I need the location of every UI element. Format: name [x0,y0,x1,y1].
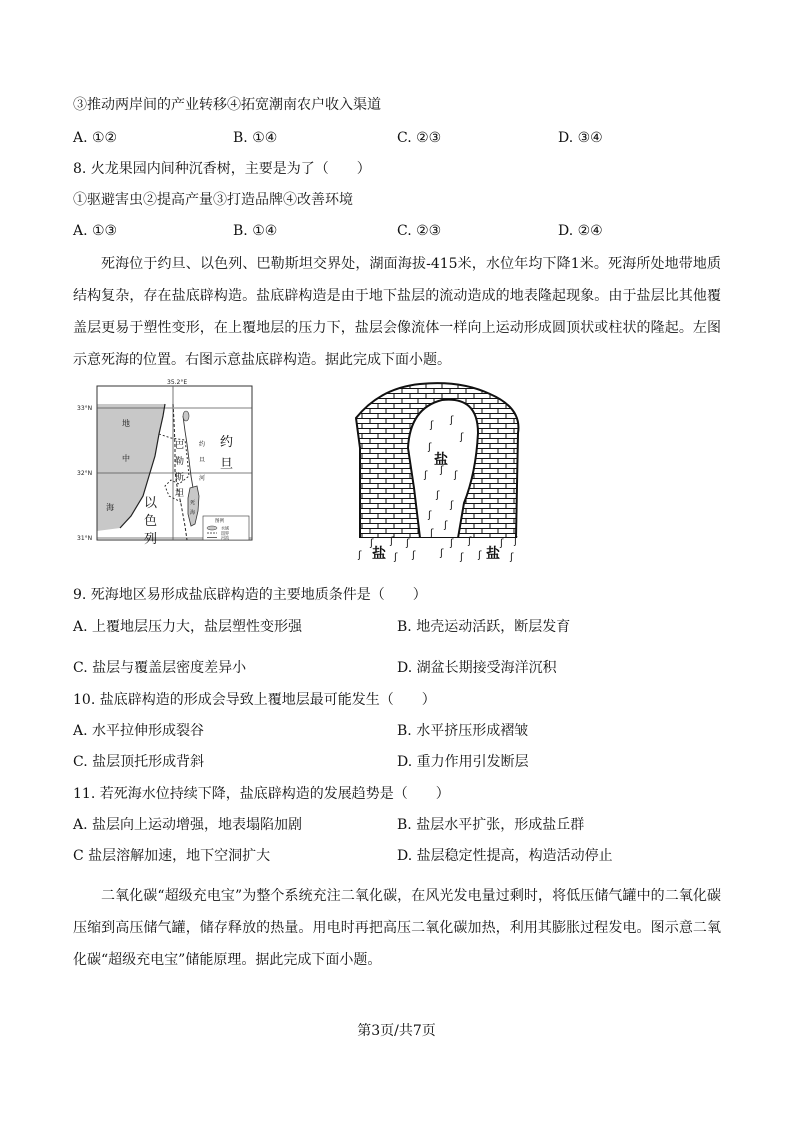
svg-text:ʃ: ʃ [450,538,454,549]
q8-statements: ①驱避害虫②提高产量③打造品牌④改善环境 [73,192,353,208]
svg-text:ʃ: ʃ [478,550,482,561]
map-deadsea-char-1: 死 [190,500,196,506]
q7-option-d: D. ③④ [558,130,603,146]
q9-option-a: A. 上覆地层压力大，盐层塑性变形强 [73,619,303,635]
svg-text:ʃ: ʃ [460,432,464,443]
map-sea-char-3: 海 [106,503,114,512]
map-israel-char-1: 以 [144,496,158,511]
map-palestine-char-1: 巴 [175,441,185,451]
q11-option-d: D. 盐层稳定性提高，构造活动停止 [397,848,613,864]
map-lon-label: 35.2°E [167,379,188,386]
map-palestine-char-4: 坦 [175,489,185,499]
diagram-salt-label-1: 盐 [434,452,448,468]
map-israel-char-2: 色 [144,514,158,529]
svg-text:ʃ: ʃ [436,490,440,501]
svg-text:ʃ: ʃ [430,528,434,539]
svg-text:ʃ: ʃ [428,442,432,453]
q11-option-b: B. 盐层水平扩张，形成盐丘群 [397,817,585,833]
q10-option-b: B. 水平挤压形成褶皱 [397,723,529,739]
map-palestine-char-2: 勒 [175,457,185,467]
map-river-char-3: 河 [199,475,206,482]
svg-text:ʃ: ʃ [406,538,410,549]
svg-text:ʃ: ʃ [424,470,428,481]
passage-dead-sea: 死海位于约旦、以色列、巴勒斯坦交界处，湖面海拔-415米，水位年均下降1米。死海所处地带地质结构复杂，存在盐底辟构造。盐底辟构造是由于地下盐层的流动造成的地表隆起现象。由于盐层比其他覆盖层更易于塑性变形，在上覆地层的压力下，盐层会像流体一样向上运动形成圆顶状或柱状的隆起。左图示意死海的位置。右图示意盐底辟构造。据此完成下面小题。 [73,256,721,368]
q7-option-c: C. ②③ [397,130,442,146]
q7-option-b: B. ①④ [233,130,278,146]
map-jordan-char-2: 旦 [220,457,234,472]
svg-text:ʃ: ʃ [450,415,454,426]
q11-option-a: A. 盐层向上运动增强，地表塌陷加剧 [73,817,303,833]
svg-text:ʃ: ʃ [440,548,444,559]
map-palestine-char-3: 斯 [175,473,185,483]
dead-sea-location-map [75,376,260,556]
q10-stem: 10. 盐底辟构造的形成会导致上覆地层最可能发生（ ） [73,692,436,708]
q10-option-a: A. 水平拉伸形成裂谷 [73,723,205,739]
svg-text:ʃ: ʃ [500,538,504,549]
map-sea-char-1: 地 [122,419,130,428]
svg-text:ʃ: ʃ [370,538,374,549]
q8-option-b: B. ①④ [233,223,278,239]
svg-text:ʃ: ʃ [390,536,394,547]
q9-option-b: B. 地壳运动活跃，断层发育 [397,619,571,635]
q11-option-c: C 盐层溶解加速，地下空洞扩大 [73,848,271,864]
map-lat-32: 32°N [77,470,93,477]
svg-text:ʃ: ʃ [460,552,464,563]
svg-text:ʃ: ʃ [394,552,398,563]
svg-text:ʃ: ʃ [454,470,458,481]
q9-stem: 9. 死海地区易形成盐底辟构造的主要地质条件是（ ） [73,587,427,603]
svg-text:ʃ: ʃ [444,520,448,531]
map-river-char-1: 约 [199,441,206,448]
q8-stem: 8. 火龙果园内间种沉香树，主要是为了（ ） [73,161,371,177]
map-israel-char-3: 列 [144,532,158,547]
q9-option-d: D. 湖盆长期接受海洋沉积 [397,660,557,676]
map-legend-river: 河流 [221,535,229,540]
q11-stem: 11. 若死海水位持续下降，盐底辟构造的发展趋势是（ ） [73,786,450,802]
svg-text:ʃ: ʃ [440,465,444,476]
svg-text:ʃ: ʃ [514,536,518,547]
q10-option-d: D. 重力作用引发断层 [397,754,529,770]
svg-text:ʃ: ʃ [468,536,472,547]
map-river-char-2: 旦 [199,457,206,464]
page-footer: 第3页/共7页 [357,1023,436,1039]
map-jordan-char-1: 约 [220,435,234,450]
q7-option-a: A. ①② [73,130,118,146]
svg-text:ʃ: ʃ [430,420,434,431]
svg-text:ʃ: ʃ [358,550,362,561]
map-legend-border: 国界 [221,530,229,536]
svg-text:ʃ: ʃ [412,550,416,561]
q7-statements: ③推动两岸间的产业转移④拓宽潮南农户收入渠道 [73,97,381,113]
map-lat-31: 31°N [77,535,93,542]
diagram-salt-label-3: 盐 [486,546,500,562]
q8-option-c: C. ②③ [397,223,442,239]
svg-text:ʃ: ʃ [450,500,454,511]
q9-option-c: C. 盐层与覆盖层密度差异小 [73,660,247,676]
map-sea-char-2: 中 [122,454,130,463]
q8-option-a: A. ①③ [73,223,118,239]
passage-co2-battery: 二氧化碳“超级充电宝”为整个系统充注二氧化碳，在风光发电量过剩时，将低压储气罐中的二氧化碳压缩到高压储气罐，储存释放的热量。用电时再把高压二氧化碳加热，利用其膨胀过程发电。图示意二氧化碳“超级充电宝”储能原理。据此完成下面小题。 [73,888,721,968]
map-deadsea-char-2: 海 [190,510,196,516]
svg-text:ʃ: ʃ [428,510,432,521]
q10-option-c: C. 盐层顶托形成背斜 [73,754,205,770]
diagram-salt-label-2: 盐 [372,546,386,562]
salt-diapir-diagram [350,378,530,564]
map-legend-water: 水域 [221,525,229,531]
map-lat-33: 33°N [77,405,93,412]
q8-option-d: D. ②④ [558,223,603,239]
svg-text:ʃ: ʃ [510,552,514,563]
map-legend-title: 图例 [215,519,224,524]
